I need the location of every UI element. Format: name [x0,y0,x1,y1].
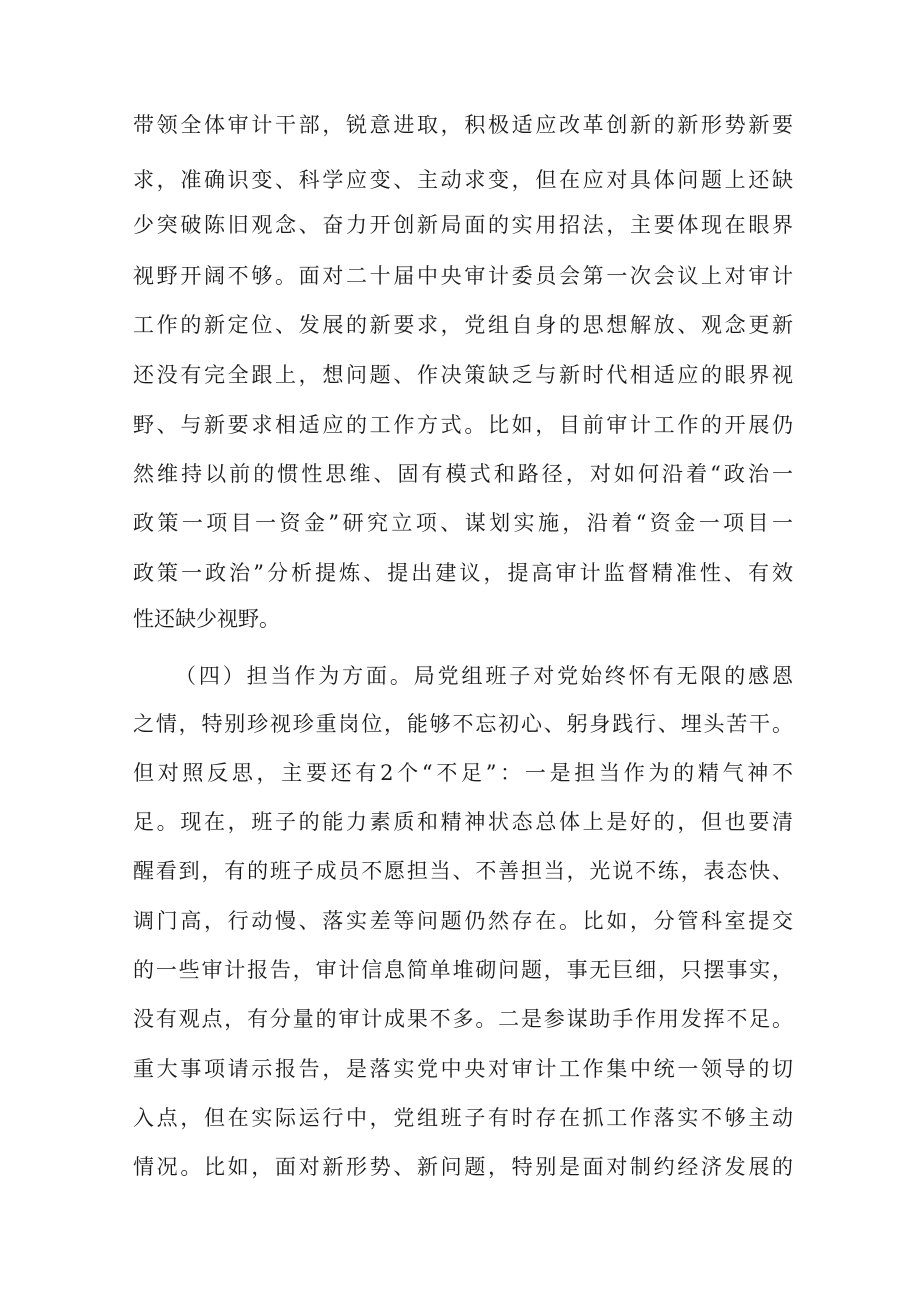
paragraph-2-line-8: 没有观点，有分量的审计成果不多。二是参谋助手作用发挥不足。 [133,1007,793,1031]
paragraph-2-line-4: 足。现在，班子的能力素质和精神状态总体上是好的，但也要清 [133,810,793,834]
paragraph-2-line-6: 调门高，行动慢、落实差等问题仍然存在。比如，分管科室提交 [133,909,793,933]
paragraph-1-line-5: 工作的新定位、发展的新要求，党组自身的思想解放、观念更新 [133,313,793,337]
paragraph-2-line-5: 醒看到，有的班子成员不愿担当、不善担当，光说不练，表态快、 [133,859,793,883]
paragraph-1-line-7: 野、与新要求相适应的工作方式。比如，目前审计工作的开展仍 [133,413,793,437]
paragraph-1-line-2: 求，准确识变、科学应变、主动求变，但在应对具体问题上还缺 [133,168,793,192]
paragraph-2-line-11: 情况。比如，面对新形势、新问题，特别是面对制约经济发展的 [133,1155,793,1179]
paragraph-2-line-3: 但对照反思，主要还有2个“不足”：一是担当作为的精气神不 [133,761,793,785]
paragraph-2-line-7: 的一些审计报告，审计信息简单堆砌问题，事无巨细，只摆事实， [133,958,793,982]
paragraph-1-line-8: 然维持以前的惯性思维、固有模式和路径，对如何沿着“政治一 [133,462,793,486]
paragraph-1-line-9: 政策一项目一资金”研究立项、谋划实施，沿着“资金一项目一 [133,511,793,535]
paragraph-1-line-1: 带领全体审计干部，锐意进取，积极适应改革创新的新形势新要 [133,113,793,137]
paragraph-2-line-2: 之情，特别珍视珍重岗位，能够不忘初心、躬身践行、埋头苦干。 [133,712,793,736]
paragraph-2-line-1: （四）担当作为方面。局党组班子对党始终怀有无限的感恩 [175,664,793,688]
paragraph-1-line-6: 还没有完全跟上，想问题、作决策缺乏与新时代相适应的眼界视 [133,363,793,387]
paragraph-1-line-3: 少突破陈旧观念、奋力开创新局面的实用招法，主要体现在眼界 [133,213,793,237]
paragraph-1-line-4: 视野开阔不够。面对二十届中央审计委员会第一次会议上对审计 [133,264,793,288]
paragraph-1-line-11: 性还缺少视野。 [133,607,280,631]
paragraph-2-line-10: 入点，但在实际运行中，党组班子有时存在抓工作落实不够主动 [133,1106,793,1130]
paragraph-1-line-10: 政策一政治”分析提炼、提出建议，提高审计监督精准性、有效 [133,561,793,585]
paragraph-2-line-9: 重大事项请示报告，是落实党中央对审计工作集中统一领导的切 [133,1057,793,1081]
